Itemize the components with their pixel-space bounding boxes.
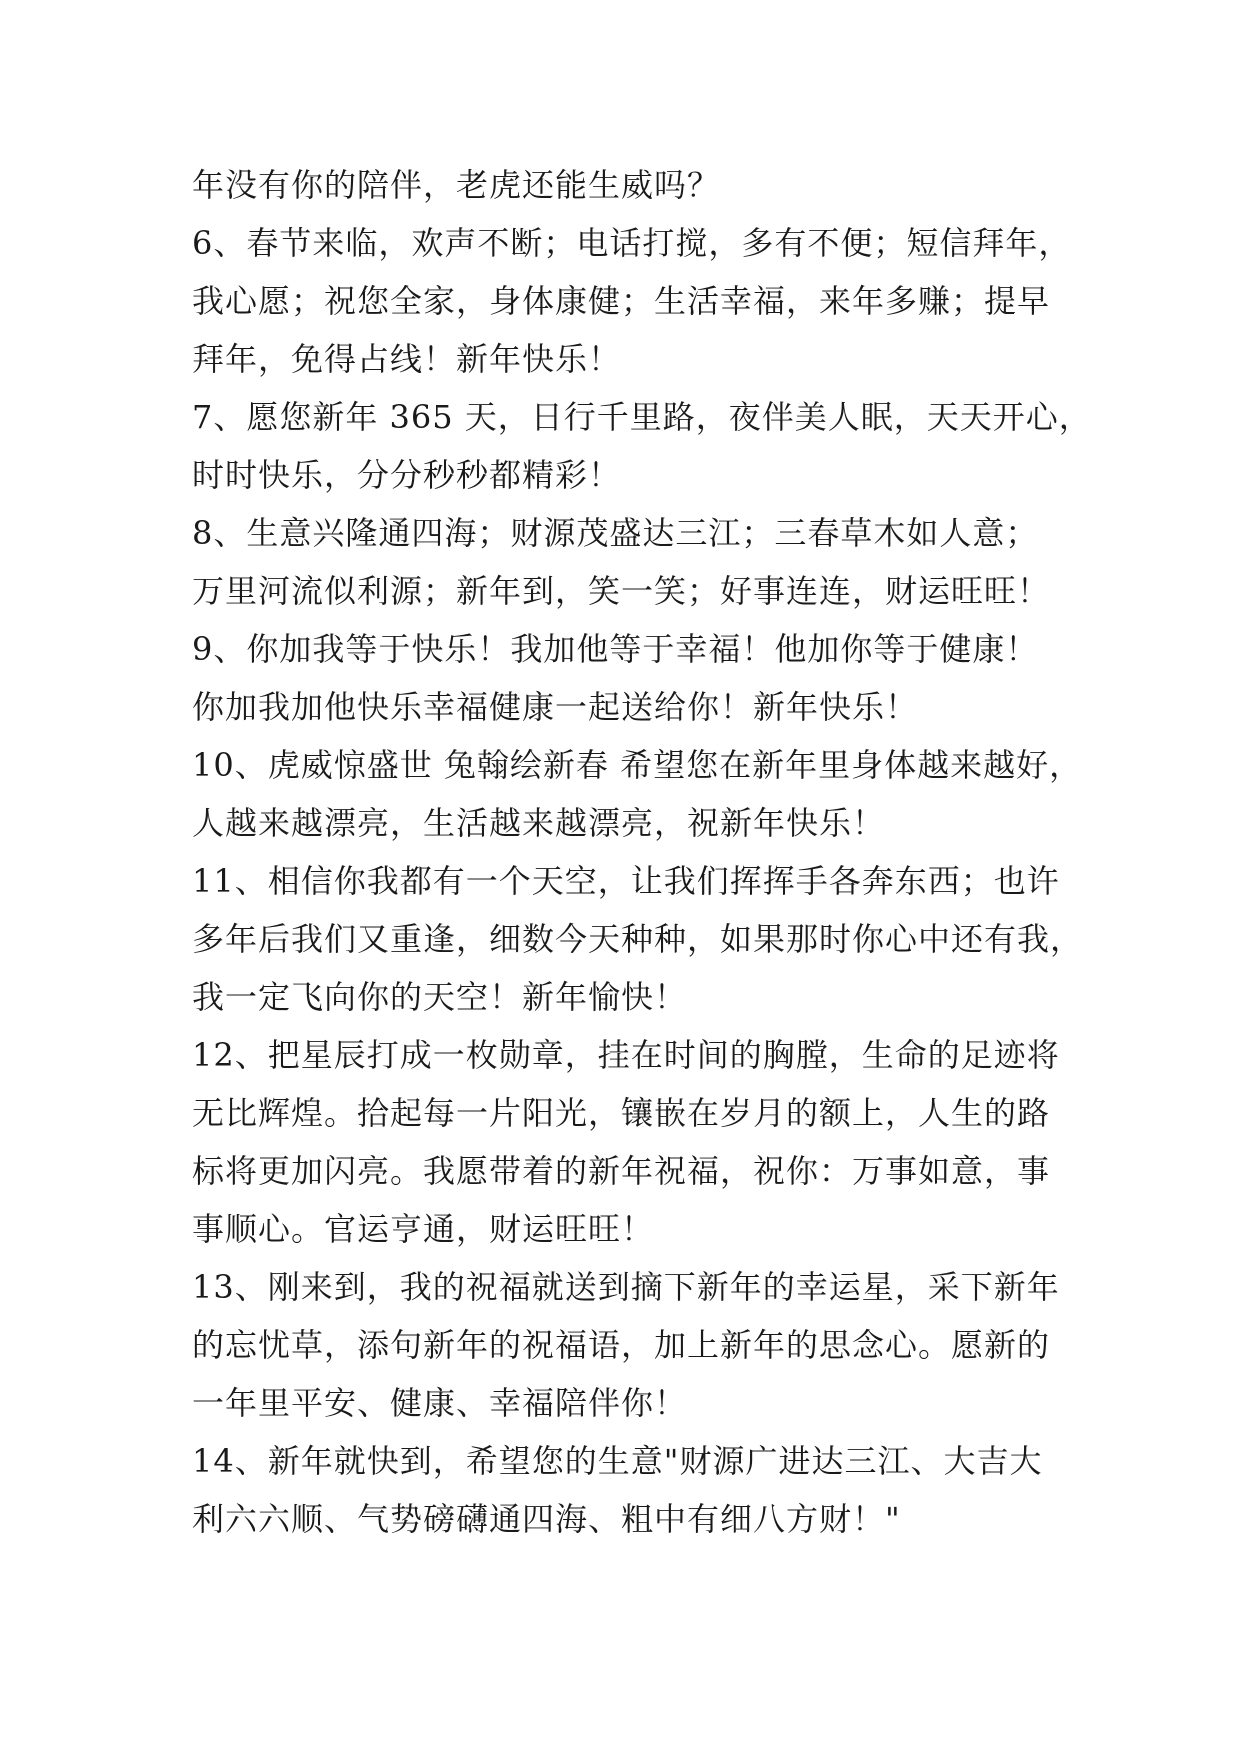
text-line: 利六六顺、气势磅礴通四海、粗中有细八方财！" [192,1500,901,1538]
document-body [192,156,1092,1548]
text-line: 万里河流似利源；新年到，笑一笑；好事连连，财运旺旺！ [192,572,1051,610]
text-line: 一年里平安、健康、幸福陪伴你！ [192,1384,688,1422]
text-line: 年没有你的陪伴，老虎还能生威吗？ [192,166,721,204]
text-line: 14、新年就快到，希望您的生意"财源广进达三江、大吉大 [192,1442,1043,1480]
text-line: 拜年，免得占线！新年快乐！ [192,340,622,378]
text-line: 人越来越漂亮，生活越来越漂亮，祝新年快乐！ [192,804,886,842]
text-line: 我一定飞向你的天空！新年愉快！ [192,978,688,1016]
text-line: 13、刚来到，我的祝福就送到摘下新年的幸运星，采下新年 [192,1268,1060,1306]
text-line: 6、春节来临，欢声不断；电话打搅，多有不便；短信拜年， [192,224,1072,262]
text-line: 事顺心。官运亨通，财运旺旺！ [192,1210,655,1248]
text-line: 11、相信你我都有一个天空，让我们挥挥手各奔东西；也许 [192,862,1060,900]
text-line: 标将更加闪亮。我愿带着的新年祝福，祝你：万事如意，事 [192,1152,1051,1190]
text-line: 无比辉煌。拾起每一片阳光，镶嵌在岁月的额上，人生的路 [192,1094,1051,1132]
text-line: 多年后我们又重逢，细数今天种种，如果那时你心中还有我， [192,920,1084,958]
text-line: 8、生意兴隆通四海；财源茂盛达三江；三春草木如人意； [192,514,1039,552]
text-line: 9、你加我等于快乐！我加他等于幸福！他加你等于健康！ [192,630,1039,668]
text-line: 10、虎威惊盛世 兔翰绘新春 希望您在新年里身体越来越好， [192,746,1083,784]
text-line: 你加我加他快乐幸福健康一起送给你！新年快乐！ [192,688,919,726]
text-line: 的忘忧草，添句新年的祝福语，加上新年的思念心。愿新的 [192,1326,1051,1364]
text-line: 我心愿；祝您全家，身体康健；生活幸福，来年多赚；提早 [192,282,1051,320]
text-line: 12、把星辰打成一枚勋章，挂在时间的胸膛，生命的足迹将 [192,1036,1060,1074]
text-line: 时时快乐，分分秒秒都精彩！ [192,456,622,494]
text-line: 7、愿您新年 365 天，日行千里路，夜伴美人眠，天天开心， [192,398,1092,436]
